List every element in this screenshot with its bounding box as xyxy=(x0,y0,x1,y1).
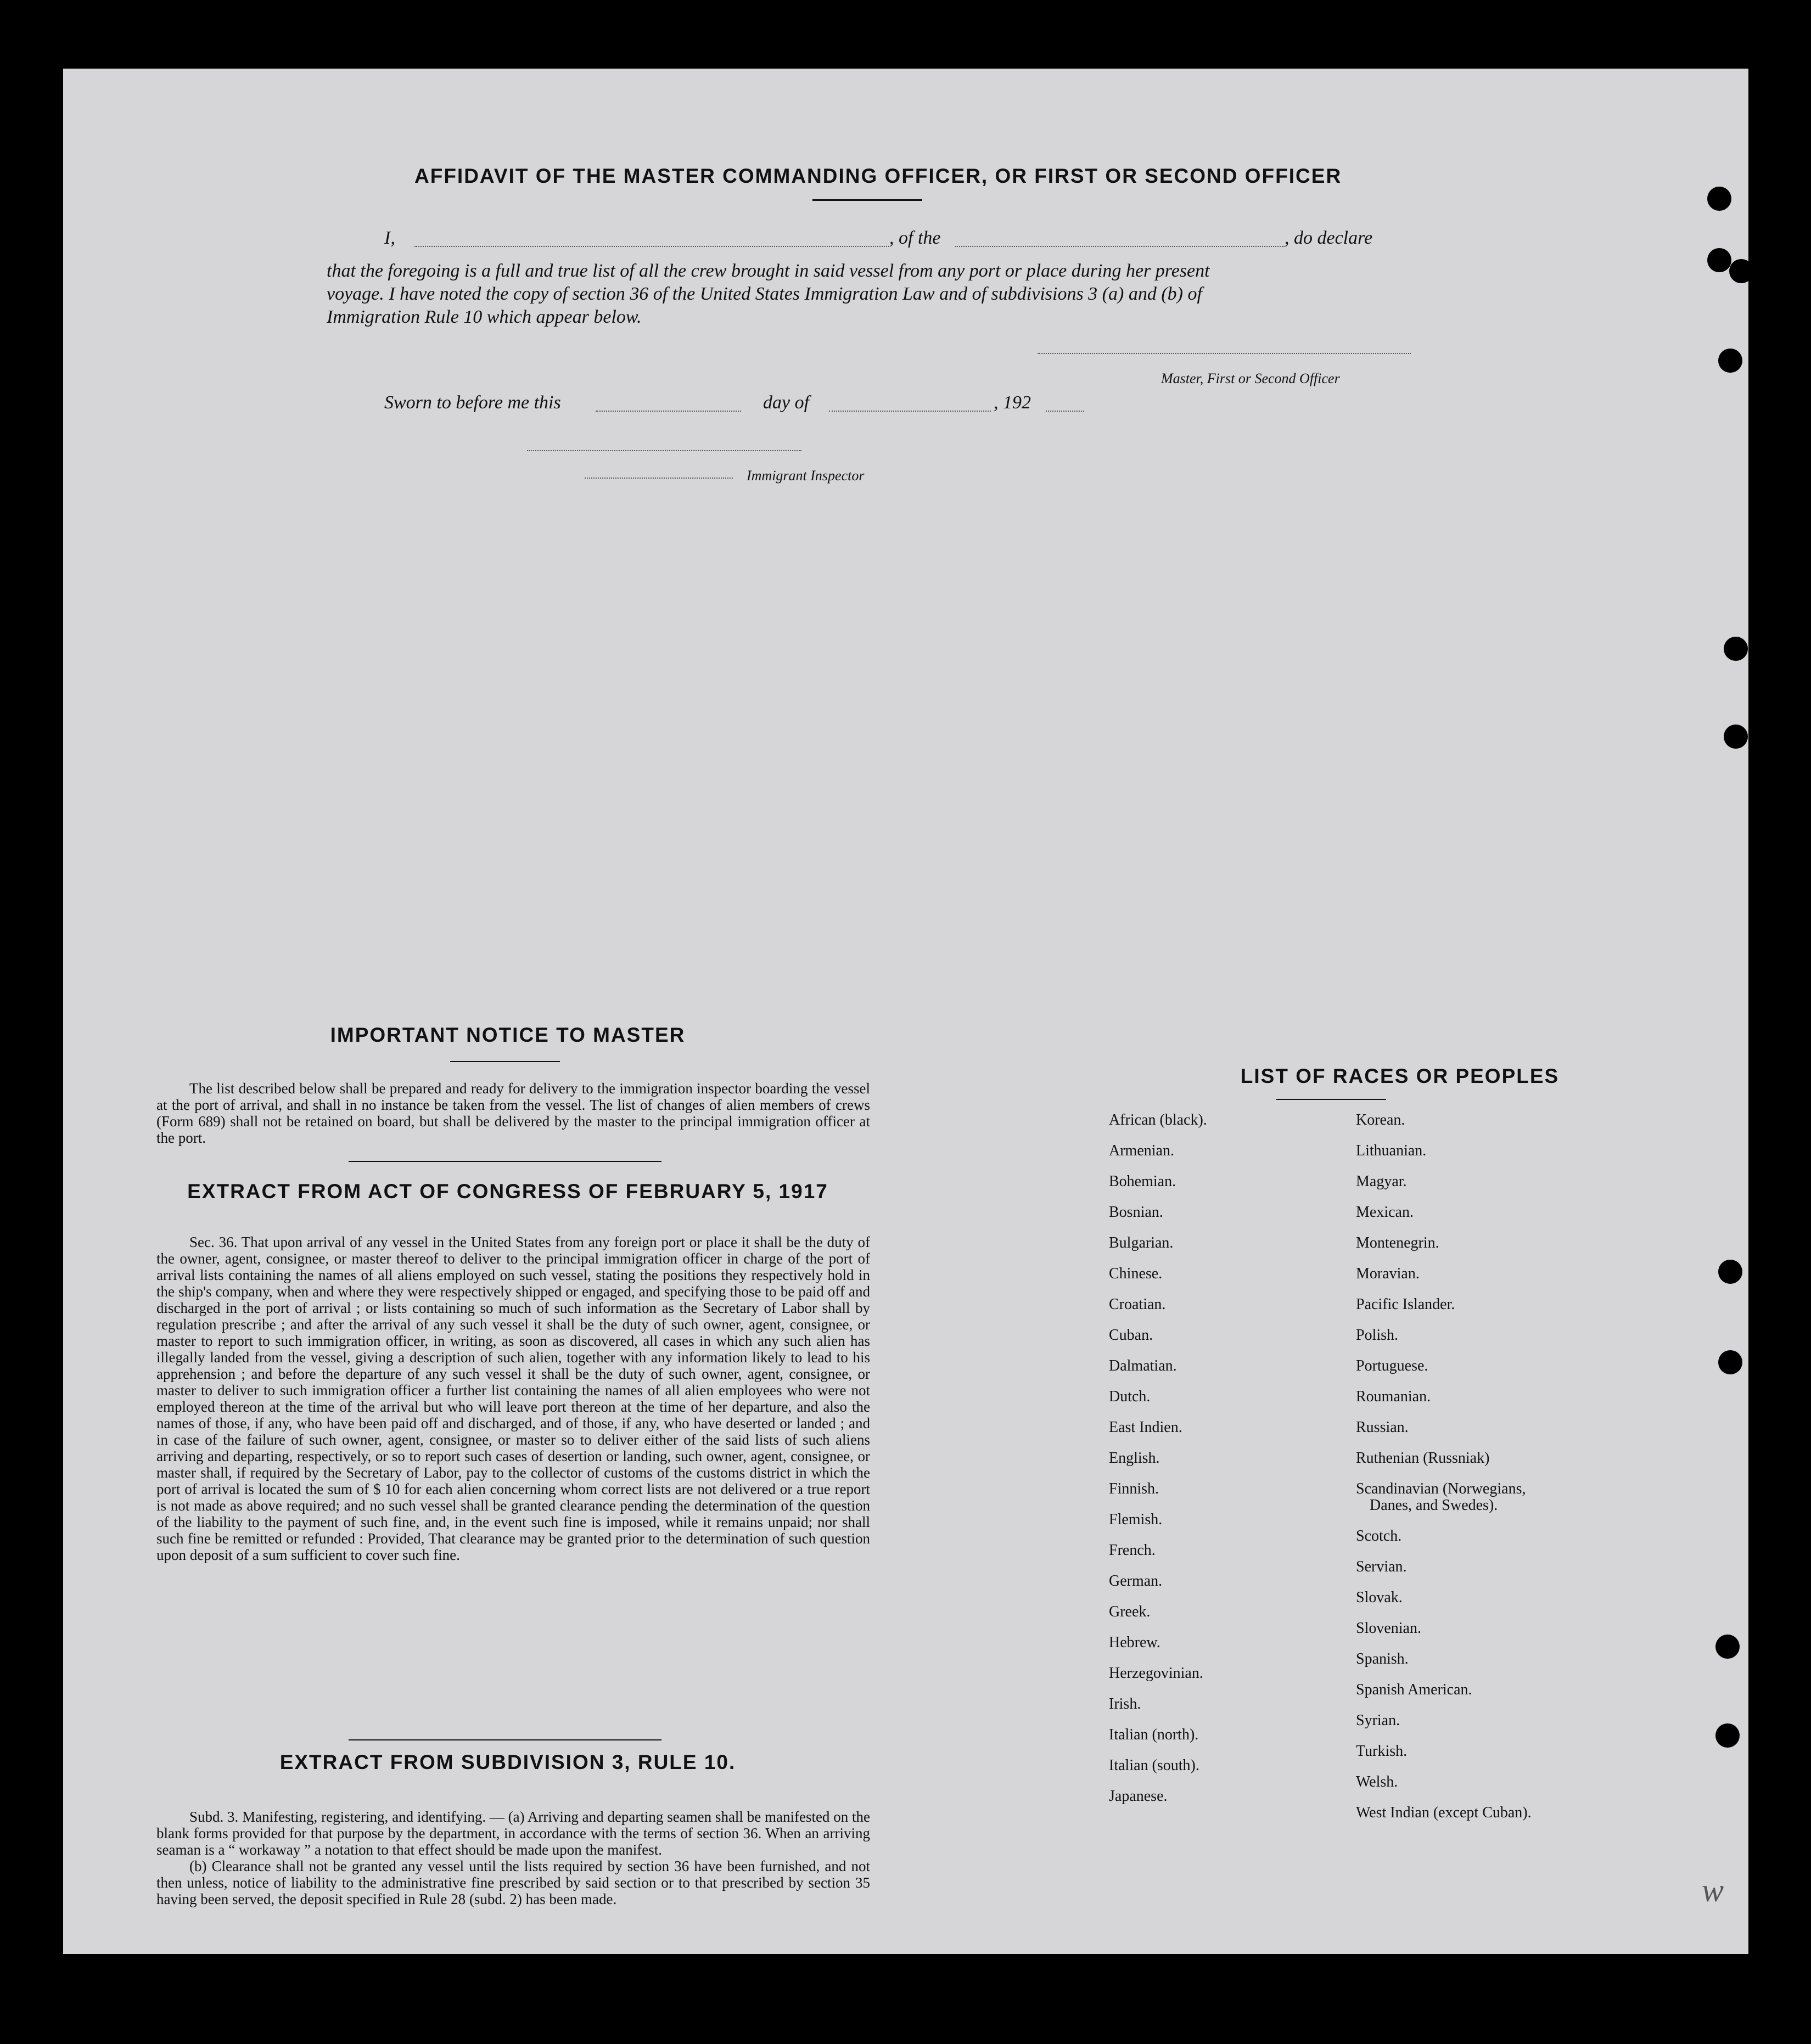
affidavit-of-the-label: , of the xyxy=(889,228,941,248)
race-item: Moravian. xyxy=(1356,1265,1420,1282)
rule-text xyxy=(156,1809,870,1907)
race-item: Scandinavian (Norwegians, xyxy=(1356,1480,1526,1497)
race-item: Korean. xyxy=(1356,1111,1405,1128)
year-label: , 192 xyxy=(994,392,1031,413)
race-item: Greek. xyxy=(1109,1603,1151,1620)
race-item: Dutch. xyxy=(1109,1388,1151,1405)
race-item: Chinese. xyxy=(1109,1265,1163,1282)
corner-handwritten-mark: w xyxy=(1702,1872,1724,1908)
race-item: Herzegovinian. xyxy=(1109,1665,1203,1682)
race-item: Finnish. xyxy=(1109,1480,1159,1497)
affidavit-title-rule xyxy=(812,199,922,201)
race-item: Italian (north). xyxy=(1109,1726,1199,1743)
race-item: Lithuanian. xyxy=(1356,1142,1427,1159)
notice-title: IMPORTANT NOTICE TO MASTER xyxy=(330,1024,686,1046)
race-item: West Indian (except Cuban). xyxy=(1356,1804,1532,1821)
race-item: Portuguese. xyxy=(1356,1357,1428,1374)
race-item: Welsh. xyxy=(1356,1773,1398,1790)
master-signature-label: Master, First or Second Officer xyxy=(1161,370,1340,386)
race-item: Spanish. xyxy=(1356,1650,1409,1667)
race-item: Bohemian. xyxy=(1109,1173,1176,1190)
notice-title-rule xyxy=(450,1061,560,1062)
act-separator xyxy=(349,1739,661,1740)
race-item: Bosnian. xyxy=(1109,1204,1163,1221)
race-item: Japanese. xyxy=(1109,1788,1168,1805)
notice-text xyxy=(156,1080,870,1146)
notice-paragraph: The list described below shall be prepared and ready for delivery to the immigration inspector boarding the vessel at the port of arrival, and shall in no instance be taken from the vessel. The list of changes of alien members of crews (Form 689) shall not be retained on board, but shall be delivered by the master to the principal immigration officer at the port. xyxy=(156,1080,870,1146)
affidavit-declare-label: , do declare xyxy=(1285,228,1373,248)
race-item: Polish. xyxy=(1356,1327,1399,1344)
race-item: Armenian. xyxy=(1109,1142,1174,1159)
punch-hole xyxy=(1718,1260,1742,1284)
inspector-signature-field[interactable] xyxy=(527,450,801,451)
race-item: Dalmatian. xyxy=(1109,1357,1177,1374)
affidavit-title: AFFIDAVIT OF THE MASTER COMMANDING OFFICER, OR FIRST OR SECOND OFFICER xyxy=(414,165,1342,187)
race-item: Slovenian. xyxy=(1356,1620,1421,1637)
rule-title: EXTRACT FROM SUBDIVISION 3, RULE 10. xyxy=(279,1751,736,1773)
race-item: Pacific Islander. xyxy=(1356,1296,1455,1313)
affidavit-text-line-4: Immigration Rule 10 which appear below. xyxy=(327,307,642,327)
race-item: East Indien. xyxy=(1109,1419,1182,1436)
act-title: EXTRACT FROM ACT OF CONGRESS OF FEBRUARY 5, 1917 xyxy=(187,1180,828,1203)
sworn-day-field[interactable] xyxy=(596,411,741,412)
race-item: Servian. xyxy=(1356,1558,1407,1575)
punch-hole xyxy=(1707,187,1731,211)
punch-hole xyxy=(1707,248,1731,272)
race-item: English. xyxy=(1109,1450,1160,1467)
master-signature-field[interactable] xyxy=(1038,353,1411,354)
races-title: LIST OF RACES OR PEOPLES xyxy=(1240,1065,1560,1087)
race-item: Danes, and Swedes). xyxy=(1370,1497,1498,1514)
race-item: Scotch. xyxy=(1356,1528,1402,1545)
race-item: Montenegrin. xyxy=(1356,1234,1439,1251)
affidavit-name-field[interactable] xyxy=(414,246,889,247)
rule-paragraph-a: Subd. 3. Manifesting, registering, and identifying. — (a) Arriving and departing seamen shall be manifested on the blank forms provided for that purpose by the department, in accordance with the terms of section 36. When an arriving seaman is a “ workaway ” a notation to that effect should be made upon the manifest. xyxy=(156,1809,870,1858)
inspector-label: Immigrant Inspector xyxy=(747,468,865,484)
punch-hole xyxy=(1718,349,1742,373)
race-item: African (black). xyxy=(1109,1111,1207,1128)
race-item: Syrian. xyxy=(1356,1712,1400,1729)
race-item: Italian (south). xyxy=(1109,1757,1199,1774)
race-item: German. xyxy=(1109,1573,1163,1590)
race-item: Mexican. xyxy=(1356,1204,1414,1221)
race-item: Roumanian. xyxy=(1356,1388,1431,1405)
race-item: Hebrew. xyxy=(1109,1634,1160,1651)
affidavit-i-label: I, xyxy=(384,228,395,248)
punch-hole xyxy=(1715,1635,1740,1659)
affidavit-text-line-3: voyage. I have noted the copy of section 36 of the United States Immigration Law and of subdivisions 3 (a) and (b) of xyxy=(327,284,1202,304)
race-item: Cuban. xyxy=(1109,1327,1153,1344)
race-item: Ruthenian (Russniak) xyxy=(1356,1450,1490,1467)
punch-hole xyxy=(1724,637,1748,661)
race-item: Flemish. xyxy=(1109,1511,1163,1528)
punch-hole xyxy=(1724,725,1748,749)
race-item: Magyar. xyxy=(1356,1173,1407,1190)
race-item: Irish. xyxy=(1109,1695,1141,1712)
punch-hole xyxy=(1729,259,1753,283)
race-item: Slovak. xyxy=(1356,1589,1403,1606)
act-paragraph: Sec. 36. That upon arrival of any vessel in the United States from any foreign port or place it shall be the duty of the owner, agent, consignee, or master thereof to deliver to the principal immigration officer in charge of the port of arrival lists containing the names of all aliens employed on such vessel, stating the positions they respectively hold in the ship's company, when and where they were respectively shipped or engaged, and specifying those to be paid off and discharged in the port of arrival ; or lists containing so much of such information as the Secretary of Labor shall by regulation prescribe ; and after the arrival of any such vessel it shall be the duty of such owner, agent, consignee, or master to report to such immigration officer, in writing, as soon as discovered, all cases in which any such alien has illegally landed from the vessel, giving a description of such alien, together with any information likely to lead to his apprehension ; and before the departure of any such vessel it shall be the duty of such owner, agent, consignee, or master to deliver to such immigration officer a further list containing the names of all alien employees who were not employed thereon at the time of the arrival but who will leave port thereon at the time of her departure, and also the names of those, if any, who have been paid off and discharged, and of those, if any, who have deserted or landed ; and in case of the failure of such owner, agent, consignee, or master so to deliver either of the said lists of such aliens arriving and departing, respectively, or so to report such cases of desertion or landing, such owner, agent, consignee, or master shall, if required by the Secretary of Labor, pay to the collector of customs of the customs district in which the port of arrival is located the sum of $ 10 for each alien concerning whom correct lists are not delivered or a true report is not made as above required; and no such vessel shall be granted clearance pending the determination of the question of the liability to the payment of such fine, and, in the event such fine is imposed, while it remains unpaid; nor shall such fine be remitted or refunded : Provided, That clearance may be granted prior to the determination of such question upon deposit of a sum sufficient to cover such fine. xyxy=(156,1234,870,1563)
punch-hole xyxy=(1718,1350,1742,1374)
race-item: French. xyxy=(1109,1542,1156,1559)
affidavit-text-line-2: that the foregoing is a full and true list of all the crew brought in said vessel from any port or place during her present xyxy=(327,261,1210,281)
race-item: Turkish. xyxy=(1356,1743,1408,1760)
race-item: Croatian. xyxy=(1109,1296,1166,1313)
races-title-rule xyxy=(1276,1099,1386,1100)
affidavit-vessel-field[interactable] xyxy=(955,246,1285,247)
race-item: Russian. xyxy=(1356,1419,1409,1436)
day-of-label: day of xyxy=(763,392,810,413)
form-page xyxy=(63,69,1748,1954)
sworn-year-field[interactable] xyxy=(1046,411,1084,412)
rule-paragraph-b: (b) Clearance shall not be granted any vessel until the lists required by section 36 have been furnished, and not then unless, notice of liability to the administrative fine prescribed by said section or to that prescribed by section 35 having been served, the deposit specified in Rule 28 (subd. 2) has been made. xyxy=(156,1858,870,1907)
punch-hole xyxy=(1715,1723,1740,1748)
notice-separator xyxy=(349,1161,661,1162)
act-text xyxy=(156,1234,870,1563)
race-item: Bulgarian. xyxy=(1109,1234,1174,1251)
sworn-label: Sworn to before me this xyxy=(384,392,561,413)
sworn-month-field[interactable] xyxy=(829,411,991,412)
race-item: Spanish American. xyxy=(1356,1681,1472,1698)
inspector-signature-field-2[interactable] xyxy=(585,478,733,479)
